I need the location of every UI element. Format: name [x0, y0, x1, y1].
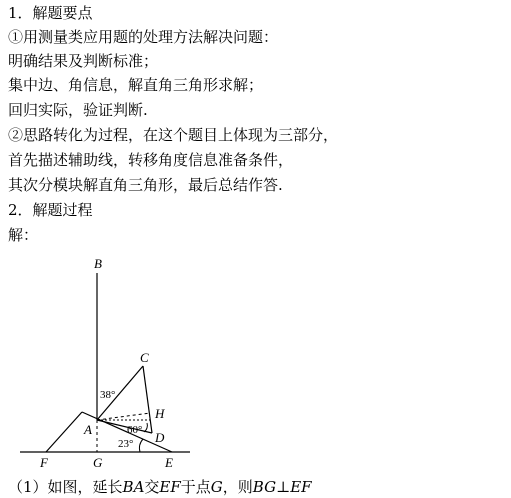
label-g: G: [93, 455, 103, 470]
label-a: A: [84, 422, 92, 437]
point-2-line-3: 其次分模块解直角三角形，最后总结作答.: [8, 176, 283, 194]
step-1: [8, 478, 312, 496]
step1-prefix: （1）如图，延长: [8, 478, 123, 496]
step1-g: G: [210, 478, 223, 496]
triangle-left-side: [46, 412, 82, 452]
label-d: D: [155, 430, 165, 445]
geometry-figure: [0, 250, 511, 472]
label-e: E: [165, 455, 173, 470]
angle-23: 23°: [118, 438, 134, 450]
point-2: ②思路转化为过程，在这个题目上体现为三部分，: [8, 126, 339, 144]
step1-ef: EF: [159, 478, 181, 496]
label-h: H: [155, 406, 165, 421]
step1-perp: ⊥: [276, 478, 291, 496]
step1-then: ，则: [222, 478, 253, 496]
label-c: C: [140, 350, 149, 365]
label-f: F: [40, 455, 48, 470]
label-b: B: [94, 256, 102, 271]
angle-60: 60°: [127, 424, 143, 436]
point-1-line-3: 集中边、角信息，解直角三角形求解；: [8, 76, 264, 94]
section1-title: 1．解题要点: [8, 4, 93, 22]
angle-38: 38°: [100, 389, 116, 401]
angle-mark-23: [139, 439, 143, 452]
step1-bg: BG: [252, 478, 277, 496]
solution-label: 解：: [8, 226, 39, 244]
point-1-line-4: 回归实际，验证判断.: [8, 101, 148, 119]
point-1-line-2: 明确结果及判断标准；: [8, 52, 159, 70]
step1-mid2: 于点: [180, 478, 211, 496]
step1-ba: BA: [122, 478, 145, 496]
section2-title: 2．解题过程: [8, 201, 93, 219]
dashed-ah: [97, 413, 150, 420]
step1-ef2: EF: [290, 478, 312, 496]
point-1: ①用测量类应用题的处理方法解决问题：: [8, 28, 279, 46]
point-2-line-2: 首先描述辅助线，转移角度信息准备条件，: [8, 151, 294, 169]
step1-mid: 交: [144, 478, 160, 496]
